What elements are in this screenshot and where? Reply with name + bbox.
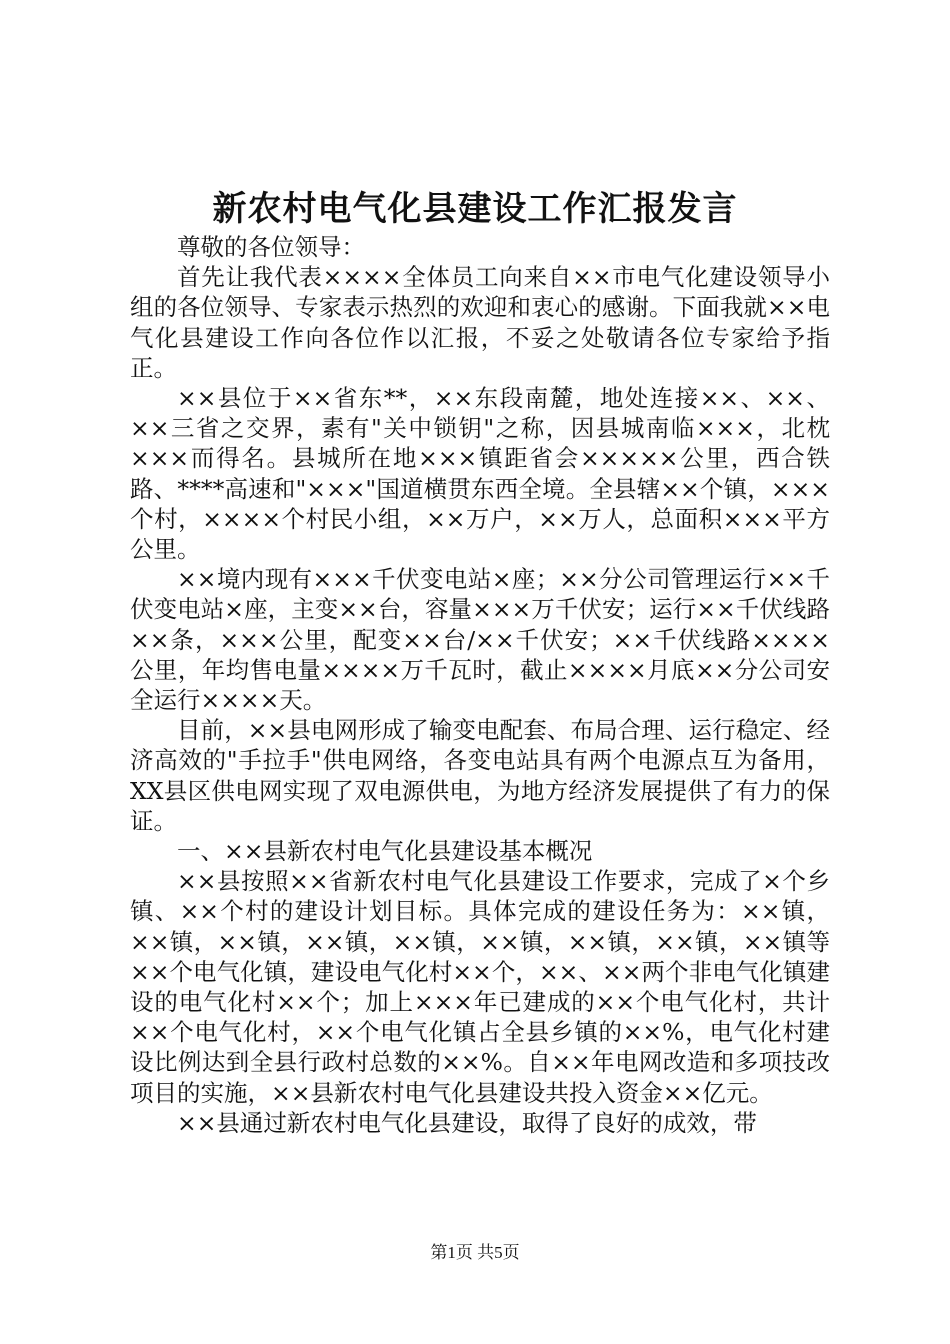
body-paragraph: 首先让我代表××××全体员工向来自××市电气化建设领导小组的各位领导、专家表示热烈的欢迎和衷心的感谢。下面我就××电气化县建设工作向各位作以汇报，不妥之处敬请各位专家给予指正。 [130, 263, 830, 382]
section-heading: 一、××县新农村电气化县建设基本概况 [177, 837, 593, 866]
body-paragraph: ××县按照××省新农村电气化县建设工作要求，完成了×个乡镇、××个村的建设计划目标。具体完成的建设任务为：××镇，××镇，××镇，××镇，××镇，××镇，××镇，××镇，××镇等××个电气化镇，建设电气化村××个，××、××两个非电气化镇建设的电气化村××个；加上×××年已建成的××个电气化村，共计××个电气化村，××个电气化镇占全县乡镇的××%，电气化村建设比例达到全县行政村总数的××%。自××年电网改造和多项技改项目的实施，××县新农村电气化县建设共投入资金××亿元。 [130, 867, 830, 1107]
body-paragraph: ××县通过新农村电气化县建设，取得了良好的成效，带 [177, 1108, 757, 1137]
salutation-paragraph: 尊敬的各位领导： [177, 233, 365, 261]
page-footer: 第1页 共5页 [430, 1243, 520, 1262]
document-body [130, 232, 830, 1138]
document-title: 新农村电气化县建设工作汇报发言 [212, 189, 738, 229]
body-paragraph: 目前，××县电网形成了输变电配套、布局合理、运行稳定、经济高效的"手拉手"供电网络，各变电站具有两个电源点互为备用，XX县区供电网实现了双电源供电，为地方经济发展提供了有力的保证。 [130, 716, 830, 835]
body-paragraph: ××境内现有×××千伏变电站×座；××分公司管理运行××千伏变电站×座，主变××台，容量×××万千伏安；运行××千伏线路××条，×××公里，配变××台/××千伏安；××千伏线路××××公里，年均售电量××××万千瓦时，截止××××月底××分公司安全运行××××天。 [130, 565, 830, 715]
body-paragraph: ××县位于××省东**，××东段南麓，地处连接××、××、××三省之交界，素有"关中锁钥"之称，因县城南临×××，北枕×××而得名。县城所在地×××镇距省会×××××公里，西合铁路、****高速和"×××"国道横贯东西全境。全县辖××个镇，×××个村，××××个村民小组，××万户，××万人，总面积×××平方公里。 [130, 384, 830, 564]
